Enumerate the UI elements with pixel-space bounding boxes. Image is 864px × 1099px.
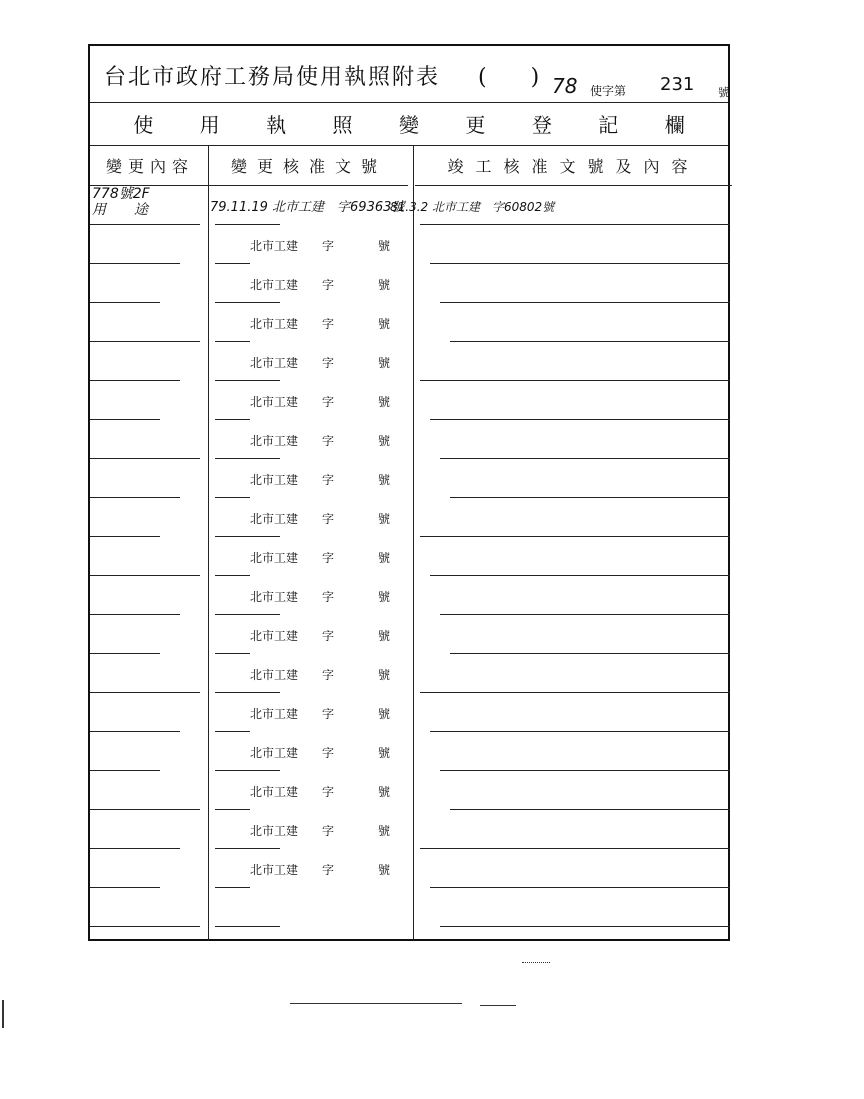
change-line-2: 用 途 bbox=[92, 202, 148, 218]
writing-line bbox=[420, 380, 730, 381]
approval-zi: 字 bbox=[322, 551, 335, 565]
section-char: 執 bbox=[266, 113, 287, 137]
writing-line bbox=[420, 224, 730, 225]
approval-prefix: 北市工建 bbox=[250, 746, 299, 760]
table-row bbox=[90, 342, 728, 381]
column-header-approval: 變更核准文號 bbox=[210, 146, 408, 186]
approval-template bbox=[250, 822, 391, 839]
footer-line bbox=[480, 1005, 516, 1006]
approval-prefix: 北市工建 bbox=[250, 512, 299, 526]
permit-year: 78 bbox=[552, 74, 578, 98]
writing-line bbox=[90, 341, 200, 342]
approval-hao: 號 bbox=[378, 512, 391, 526]
approval-zi: 字 bbox=[322, 434, 335, 448]
writing-line bbox=[450, 653, 730, 654]
table-row bbox=[90, 732, 728, 771]
approval-hao: 號 bbox=[378, 239, 391, 253]
approval-prefix: 北市工建 bbox=[250, 473, 299, 487]
writing-line bbox=[440, 614, 730, 615]
approval-hao: 號 bbox=[378, 629, 391, 643]
table-row bbox=[90, 303, 728, 342]
header-row bbox=[90, 46, 728, 103]
approval-prefix: 北市工建 bbox=[250, 317, 299, 331]
writing-line bbox=[90, 848, 180, 849]
approval-zi: 字 bbox=[322, 395, 335, 409]
writing-line bbox=[450, 497, 730, 498]
approval-prefix: 北市工建 bbox=[250, 395, 299, 409]
writing-line bbox=[215, 497, 250, 498]
form-paren: ( ) bbox=[478, 65, 540, 90]
writing-line bbox=[90, 887, 160, 888]
permit-suffix: 號 bbox=[718, 86, 729, 99]
footer-line bbox=[290, 1003, 462, 1004]
approval-prefix: 北市工建 bbox=[250, 278, 299, 292]
writing-line bbox=[430, 263, 730, 264]
approval-template bbox=[250, 783, 391, 800]
column-header-completion: 竣工核准文號及內容 bbox=[415, 146, 732, 186]
writing-line bbox=[90, 653, 160, 654]
writing-line bbox=[440, 926, 730, 927]
approval-prefix: 北市工建 bbox=[250, 824, 299, 838]
writing-line bbox=[215, 692, 280, 693]
writing-line bbox=[90, 575, 200, 576]
writing-line bbox=[215, 458, 280, 459]
approval-template bbox=[250, 276, 391, 293]
approval-hao: 號 bbox=[378, 434, 391, 448]
approval-hao: 號 bbox=[378, 395, 391, 409]
table-row bbox=[90, 771, 728, 810]
section-char: 照 bbox=[332, 113, 353, 137]
writing-line bbox=[215, 302, 280, 303]
writing-line bbox=[90, 458, 200, 459]
approval-hao: 號 bbox=[378, 785, 391, 799]
approval-prefix: 北市工建 bbox=[250, 863, 299, 877]
writing-line bbox=[440, 302, 730, 303]
approval-template bbox=[250, 705, 391, 722]
writing-line bbox=[90, 809, 200, 810]
table-row bbox=[90, 420, 728, 459]
approval-hao: 號 bbox=[378, 668, 391, 682]
table-row bbox=[90, 381, 728, 420]
approval-hao: 號 bbox=[378, 551, 391, 565]
approval-template bbox=[250, 315, 391, 332]
approval-template bbox=[250, 588, 391, 605]
approval-zi: 字 bbox=[322, 824, 335, 838]
approval-zi: 字 bbox=[322, 356, 335, 370]
writing-line bbox=[215, 926, 280, 927]
table-row bbox=[90, 225, 728, 264]
approval-prefix: 北市工建 bbox=[250, 551, 299, 565]
section-char: 登 bbox=[531, 113, 552, 137]
approval-prefix: 北市工建 bbox=[250, 629, 299, 643]
writing-line bbox=[90, 263, 180, 264]
writing-line bbox=[440, 770, 730, 771]
approval-hao: 號 bbox=[378, 590, 391, 604]
permit-label: 使字第 bbox=[590, 84, 627, 98]
approval-template bbox=[250, 510, 391, 527]
writing-line bbox=[215, 419, 250, 420]
table-row bbox=[90, 498, 728, 537]
approval-hao: 號 bbox=[378, 473, 391, 487]
writing-line bbox=[215, 614, 280, 615]
approval-template bbox=[250, 354, 391, 371]
section-char: 用 bbox=[199, 113, 220, 137]
approval-zi: 字 bbox=[322, 473, 335, 487]
change-line-1: 778號2F bbox=[92, 186, 150, 202]
approval-hao: 號 bbox=[378, 317, 391, 331]
approval-template bbox=[250, 237, 391, 254]
approval-hao: 號 bbox=[378, 746, 391, 760]
approval-hao: 號 bbox=[378, 824, 391, 838]
approval-template bbox=[250, 549, 391, 566]
approval-hao: 號 bbox=[378, 356, 391, 370]
section-char: 變 bbox=[398, 113, 419, 137]
approval-prefix: 北市工建 bbox=[250, 590, 299, 604]
writing-line bbox=[215, 224, 280, 225]
approval-zi: 字 bbox=[322, 278, 335, 292]
writing-line bbox=[430, 887, 730, 888]
writing-line bbox=[215, 341, 250, 342]
approval-prefix: 北市工建 bbox=[250, 785, 299, 799]
writing-line bbox=[420, 536, 730, 537]
writing-line bbox=[420, 692, 730, 693]
writing-line bbox=[90, 302, 160, 303]
approval-prefix: 北市工建 bbox=[250, 668, 299, 682]
section-char: 使 bbox=[133, 113, 154, 137]
writing-line bbox=[450, 341, 730, 342]
writing-line bbox=[90, 497, 180, 498]
writing-line bbox=[215, 731, 250, 732]
approval-hao: 號 bbox=[378, 707, 391, 721]
writing-line bbox=[90, 380, 180, 381]
writing-line bbox=[90, 731, 180, 732]
section-title bbox=[90, 102, 728, 146]
approval-template bbox=[250, 393, 391, 410]
column-header-change: 變更內容 bbox=[90, 146, 210, 186]
writing-line bbox=[90, 692, 200, 693]
approval-zi: 字 bbox=[322, 707, 335, 721]
scan-mark bbox=[522, 962, 550, 963]
approval-hao: 號 bbox=[378, 863, 391, 877]
approval-zi: 字 bbox=[322, 590, 335, 604]
approval-zi: 字 bbox=[322, 317, 335, 331]
writing-line bbox=[420, 848, 730, 849]
permit-number: 231 bbox=[660, 74, 695, 95]
form-title: 台北市政府工務局使用執照附表 bbox=[104, 65, 441, 90]
change-content bbox=[92, 186, 200, 218]
writing-line bbox=[450, 809, 730, 810]
table-row bbox=[90, 615, 728, 654]
approval-number: 79.11.19 北市工建 字69363號 bbox=[210, 200, 405, 215]
approval-template bbox=[250, 627, 391, 644]
table-row bbox=[90, 537, 728, 576]
writing-line bbox=[215, 536, 280, 537]
table-row bbox=[90, 186, 728, 225]
table-row bbox=[90, 459, 728, 498]
approval-template bbox=[250, 432, 391, 449]
writing-line bbox=[215, 809, 250, 810]
table-row bbox=[90, 576, 728, 615]
approval-template bbox=[250, 666, 391, 683]
writing-line bbox=[90, 419, 160, 420]
table-row bbox=[90, 654, 728, 693]
section-char: 記 bbox=[598, 113, 619, 137]
writing-line bbox=[215, 770, 280, 771]
approval-template bbox=[250, 471, 391, 488]
writing-line bbox=[215, 887, 250, 888]
approval-template bbox=[250, 861, 391, 878]
table-row bbox=[90, 810, 728, 849]
writing-line bbox=[90, 224, 200, 225]
approval-hao: 號 bbox=[378, 278, 391, 292]
approval-prefix: 北市工建 bbox=[250, 707, 299, 721]
writing-line bbox=[430, 575, 730, 576]
section-char: 更 bbox=[465, 113, 486, 137]
approval-zi: 字 bbox=[322, 629, 335, 643]
approval-prefix: 北市工建 bbox=[250, 239, 299, 253]
table-row bbox=[90, 849, 728, 888]
writing-line bbox=[440, 458, 730, 459]
table-row bbox=[90, 264, 728, 303]
approval-zi: 字 bbox=[322, 746, 335, 760]
writing-line bbox=[215, 380, 280, 381]
writing-line bbox=[90, 770, 160, 771]
writing-line bbox=[430, 731, 730, 732]
writing-line bbox=[215, 263, 250, 264]
table-row bbox=[90, 693, 728, 732]
section-char: 欄 bbox=[664, 113, 685, 137]
approval-prefix: 北市工建 bbox=[250, 356, 299, 370]
writing-line bbox=[90, 926, 200, 927]
approval-zi: 字 bbox=[322, 239, 335, 253]
approval-zi: 字 bbox=[322, 512, 335, 526]
approval-zi: 字 bbox=[322, 785, 335, 799]
permit-annex-form bbox=[88, 44, 730, 941]
writing-line bbox=[215, 848, 280, 849]
writing-line bbox=[90, 536, 160, 537]
approval-template bbox=[250, 744, 391, 761]
approval-zi: 字 bbox=[322, 863, 335, 877]
completion-number: 81.3.2 北市工建 字60802號 bbox=[390, 200, 555, 214]
approval-prefix: 北市工建 bbox=[250, 434, 299, 448]
scan-edge bbox=[2, 1000, 4, 1028]
writing-line bbox=[90, 614, 180, 615]
approval-zi: 字 bbox=[322, 668, 335, 682]
writing-line bbox=[430, 419, 730, 420]
writing-line bbox=[215, 575, 250, 576]
writing-line bbox=[215, 653, 250, 654]
